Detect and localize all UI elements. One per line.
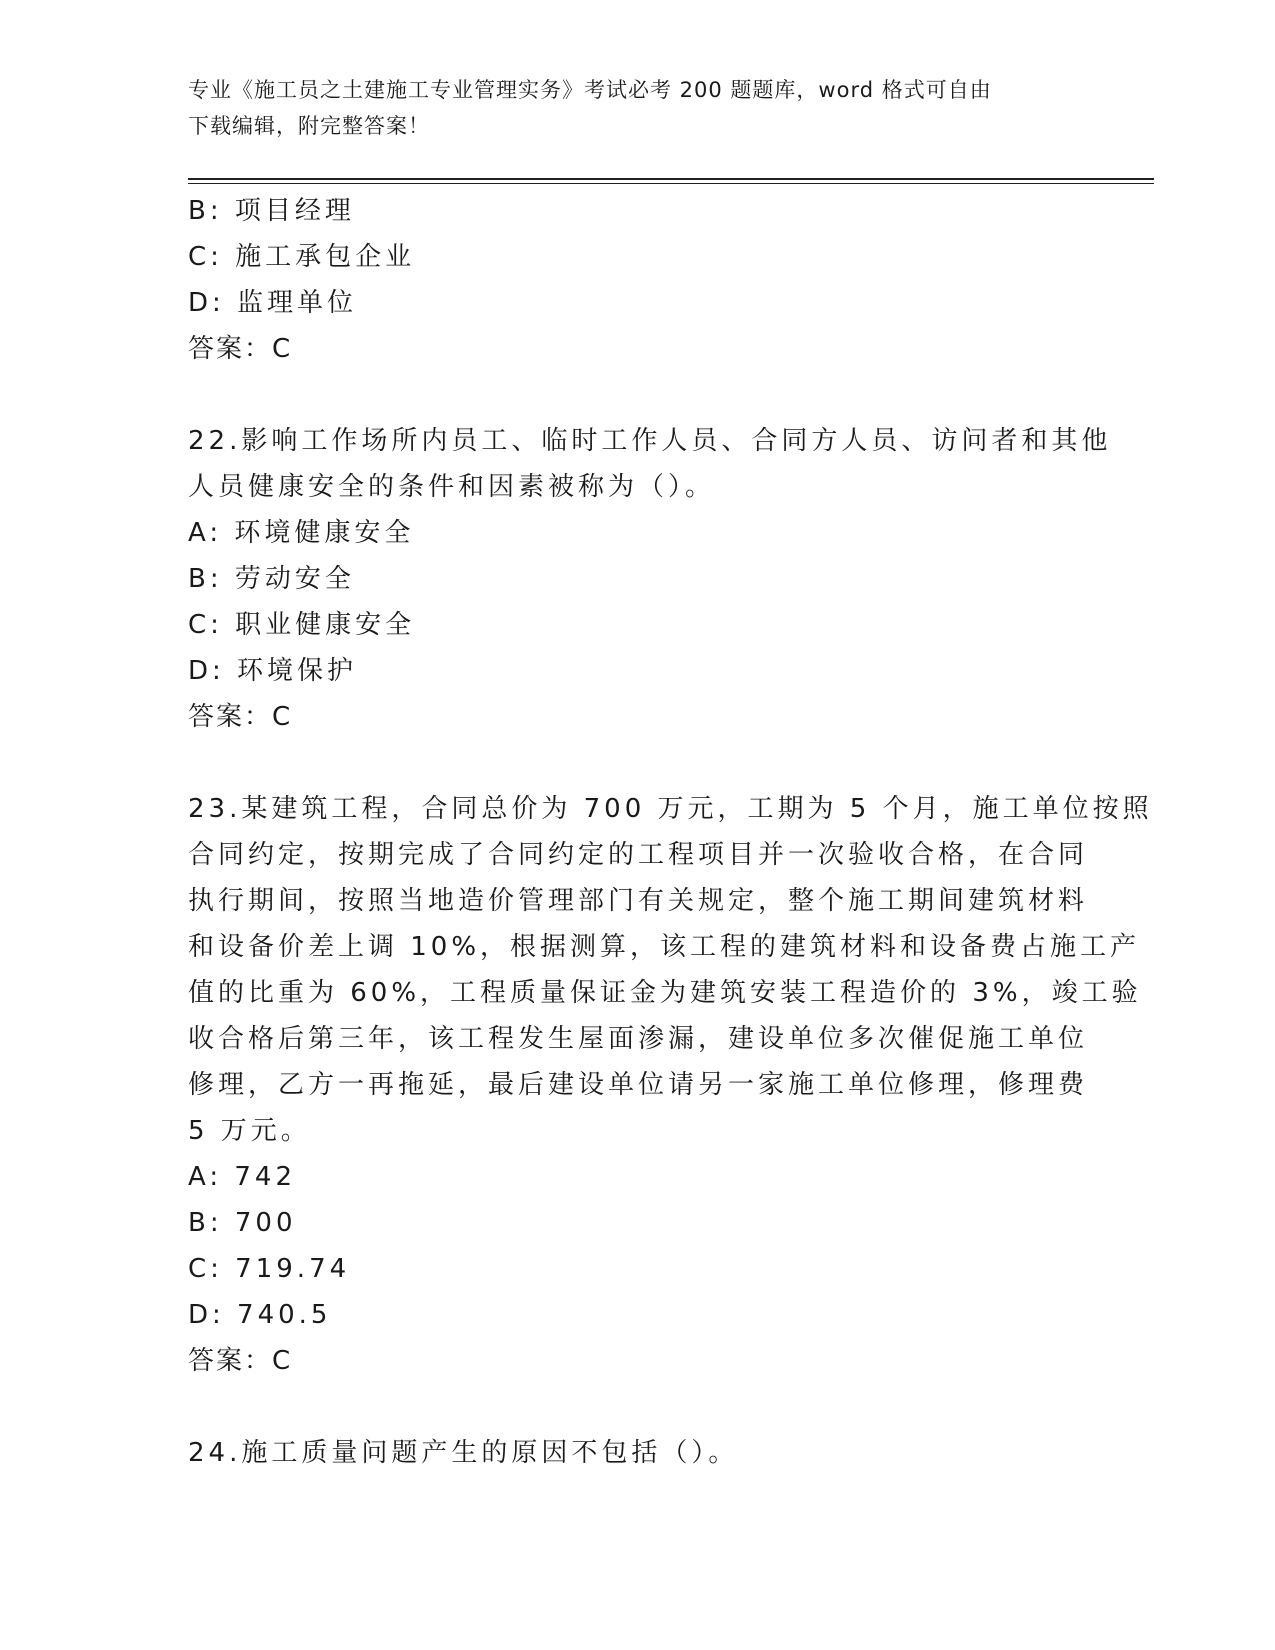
spacer	[188, 740, 1088, 786]
q23-stem-line-5: 值的比重为 60%，工程质量保证金为建筑安装工程造价的 3%，竣工验	[188, 978, 1142, 1008]
question-21-tail	[188, 188, 1088, 372]
header-divider-thick	[188, 178, 1154, 180]
q22-stem-line-1: 22.影响工作场所内员工、临时工作人员、合同方人员、访问者和其他	[188, 426, 1112, 456]
q22-option-d: D: 环境保护	[188, 656, 358, 686]
q23-option-c: C: 719.74	[188, 1254, 351, 1284]
q23-stem-line-8: 5 万元。	[188, 1116, 311, 1146]
document-header	[188, 72, 1078, 144]
q23-stem-line-4: 和设备价差上调 10%，根据测算，该工程的建筑材料和设备费占施工产	[188, 932, 1141, 962]
question-22	[188, 418, 1112, 740]
q23-option-d: D: 740.5	[188, 1300, 332, 1330]
q22-option-c: C: 职业健康安全	[188, 610, 416, 640]
question-24	[188, 1430, 1088, 1476]
q22-answer: 答案：C	[188, 702, 293, 732]
spacer	[188, 1384, 1088, 1430]
q23-stem-line-1: 23.某建筑工程，合同总价为 700 万元，工期为 5 个月，施工单位按照	[188, 794, 1153, 824]
question-23	[188, 786, 1153, 1384]
question-content	[188, 188, 1153, 1476]
q21-option-d: D: 监理单位	[188, 288, 358, 318]
header-line-1: 专业《施工员之土建施工专业管理实务》考试必考 200 题题库，word 格式可自由	[188, 78, 992, 102]
q23-option-a: A: 742	[188, 1162, 296, 1192]
q23-stem-line-6: 收合格后第三年，该工程发生屋面渗漏，建设单位多次催促施工单位	[188, 1024, 1089, 1054]
q21-option-c: C: 施工承包企业	[188, 242, 416, 272]
q22-option-b: B: 劳动安全	[188, 564, 355, 594]
q23-stem-line-3: 执行期间，按照当地造价管理部门有关规定，整个施工期间建筑材料	[188, 886, 1089, 916]
header-line-2: 下载编辑，附完整答案！	[188, 114, 430, 138]
q23-option-b: B: 700	[188, 1208, 297, 1238]
q21-option-b: B: 项目经理	[188, 196, 355, 226]
q23-stem-line-2: 合同约定，按期完成了合同约定的工程项目并一次验收合格，在合同	[188, 840, 1089, 870]
spacer	[188, 372, 1088, 418]
header-divider-thin	[188, 183, 1154, 184]
q22-option-a: A: 环境健康安全	[188, 518, 415, 548]
q23-answer: 答案：C	[188, 1346, 293, 1376]
q23-stem-line-7: 修理，乙方一再拖延，最后建设单位请另一家施工单位修理，修理费	[188, 1070, 1089, 1100]
q21-answer: 答案：C	[188, 334, 293, 364]
q24-stem-line-1: 24.施工质量问题产生的原因不包括（）。	[188, 1438, 739, 1468]
q22-stem-line-2: 人员健康安全的条件和因素被称为（）。	[188, 472, 716, 502]
